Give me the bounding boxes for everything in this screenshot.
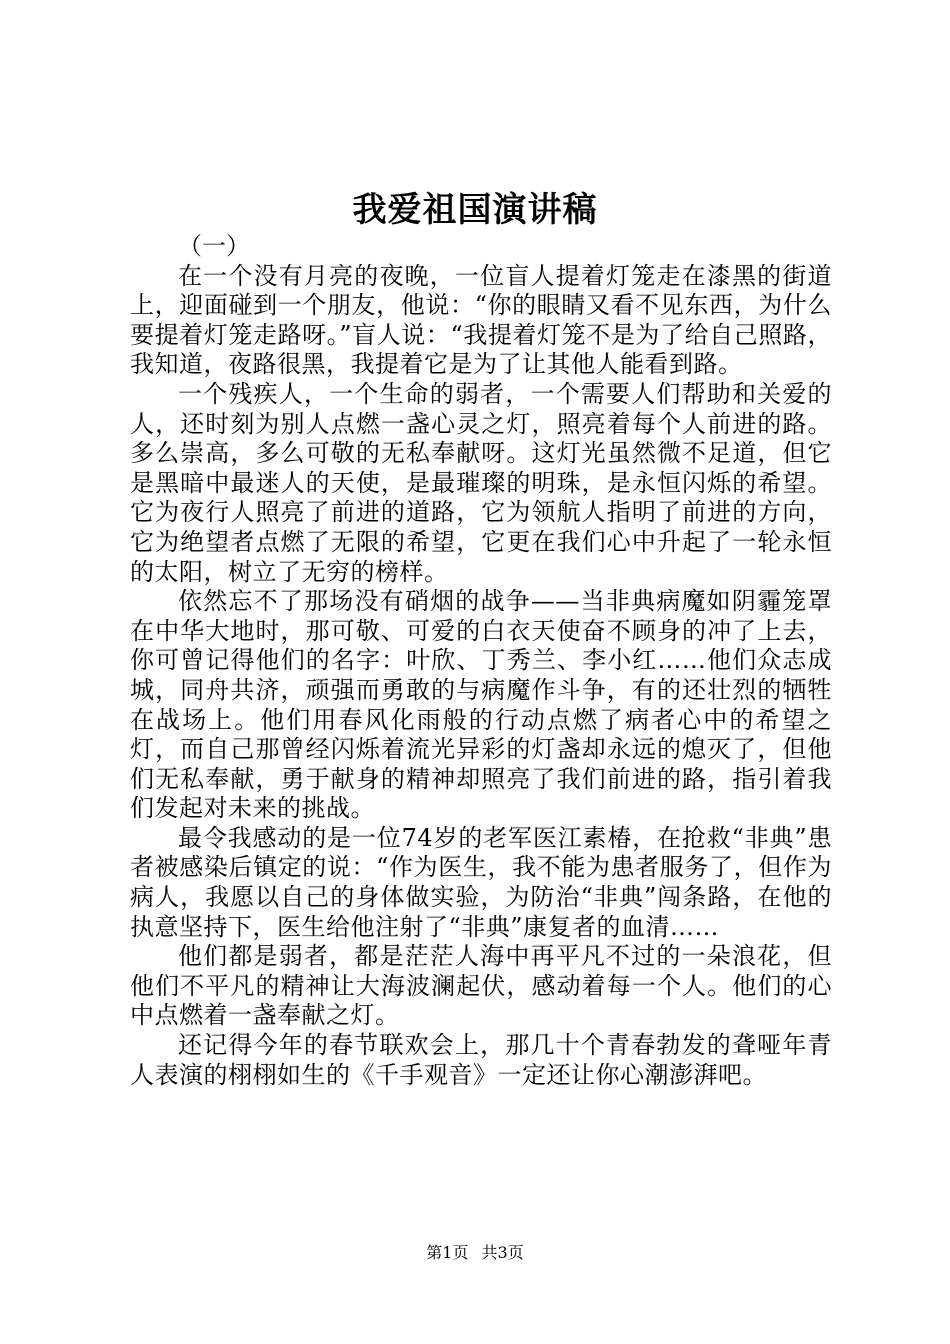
page-footer: [0, 1243, 950, 1263]
page-total: 共3页: [481, 1243, 524, 1262]
document-body: [130, 232, 832, 1090]
paragraph: 最令我感动的是一位74岁的老军医江素椿，在抢救“非典”患者被感染后镇定的说：“作为医生，我不能为患者服务了，但作为病人，我愿以自己的身体做实验，为防治“非典”闯条路，在他的执意坚持下，医生给他注射了“非典”康复者的血清……: [130, 823, 832, 941]
page-number: 第1页: [426, 1243, 469, 1262]
paragraph: 在一个没有月亮的夜晚，一位盲人提着灯笼走在漆黑的街道上，迎面碰到一个朋友，他说：“你的眼睛又看不见东西，为什么要提着灯笼走路呀。”盲人说：“我提着灯笼不是为了给自己照路，我知道，夜路很黑，我提着它是为了让其他人能看到路。: [130, 261, 832, 379]
paragraph: 还记得今年的春节联欢会上，那几十个青春勃发的聋哑年青人表演的栩栩如生的《千手观音》一定还让你心潮澎湃吧。: [130, 1031, 832, 1089]
section-marker: （一）: [178, 232, 250, 260]
document-title: 我爱祖国演讲稿: [352, 190, 598, 230]
paragraph: 一个残疾人，一个生命的弱者，一个需要人们帮助和关爱的人，还时刻为别人点燃一盏心灵之灯，照亮着每个人前进的路。多么崇高，多么可敬的无私奉献呀。这灯光虽然微不足道，但它是黑暗中最迷人的天使，是最璀璨的明珠，是永恒闪烁的希望。它为夜行人照亮了前进的道路，它为领航人指明了前进的方向，它为绝望者点燃了无限的希望，它更在我们心中升起了一轮永恒的太阳，树立了无穷的榜样。: [130, 379, 832, 586]
paragraph: 他们都是弱者，都是茫茫人海中再平凡不过的一朵浪花，但他们不平凡的精神让大海波澜起伏，感动着每一个人。他们的心中点燃着一盏奉献之灯。: [130, 942, 832, 1030]
paragraph: 依然忘不了那场没有硝烟的战争——当非典病魔如阴霾笼罩在中华大地时，那可敬、可爱的白衣天使奋不顾身的冲了上去，你可曾记得他们的名字：叶欣、丁秀兰、李小红……他们众志成城，同舟共济，顽强而勇敢的与病魔作斗争，有的还壮烈的牺牲在战场上。他们用春风化雨般的行动点燃了病者心中的希望之灯，而自己那曾经闪烁着流光异彩的灯盏却永远的熄灭了，但他们无私奉献，勇于献身的精神却照亮了我们前进的路，指引着我们发起对未来的挑战。: [130, 587, 832, 823]
